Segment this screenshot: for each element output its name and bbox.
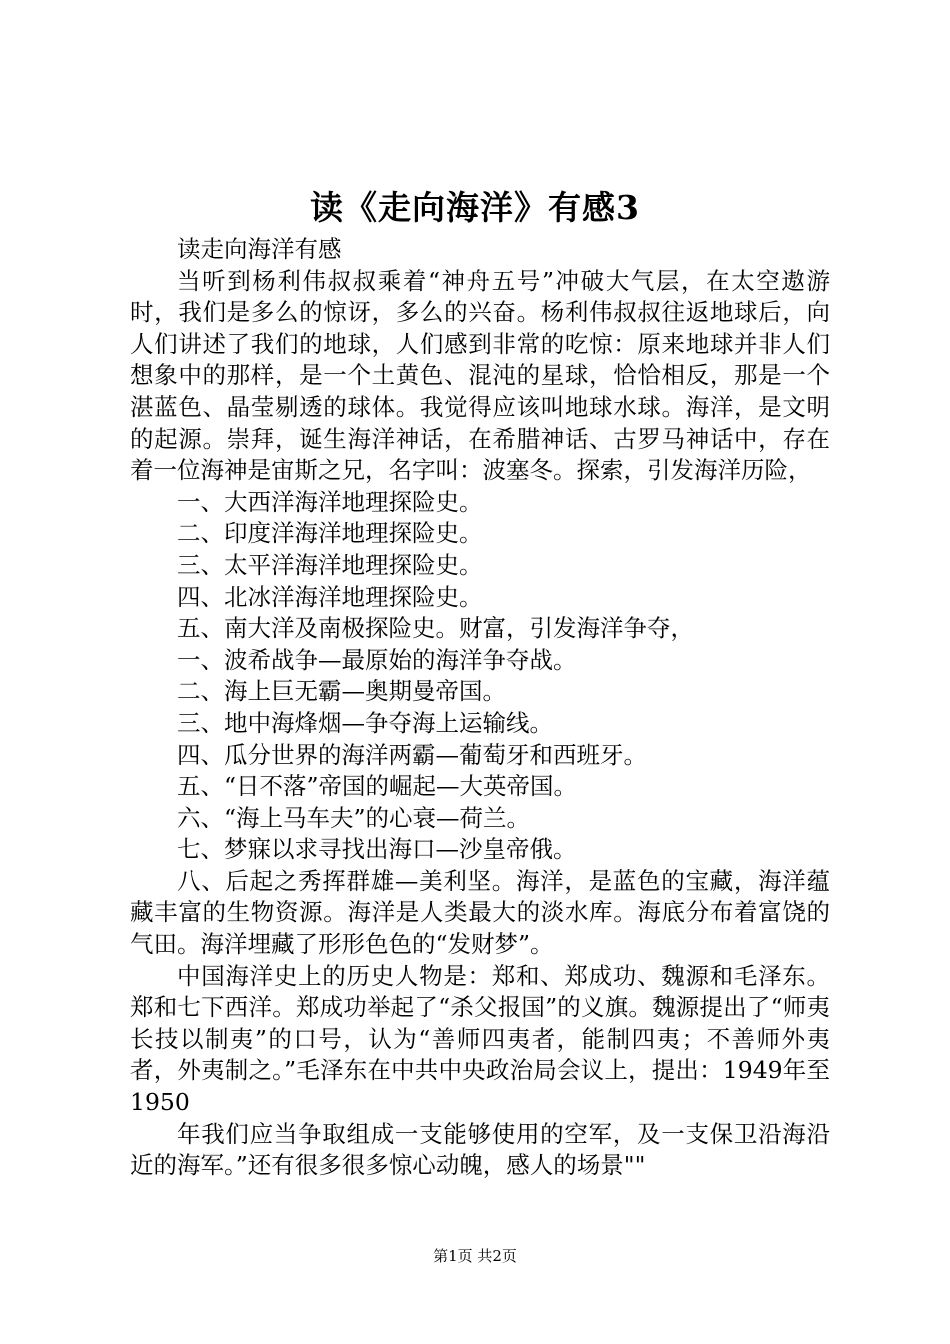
list-item: 一、波希战争—最原始的海洋争夺战。 bbox=[177, 645, 577, 674]
document-title: 读《走向海洋》有感3 bbox=[310, 188, 640, 227]
list-item: 五、南大洋及南极探险史。财富，引发海洋争夺， bbox=[177, 614, 694, 643]
list-item: 三、地中海烽烟—争夺海上运输线。 bbox=[177, 708, 553, 737]
list-item: 四、瓜分世界的海洋两霸—葡萄牙和西班牙。 bbox=[177, 740, 647, 769]
document-body bbox=[130, 234, 830, 1182]
list-item: 五、“日不落”帝国的崛起—大英帝国。 bbox=[177, 772, 578, 801]
paragraph: 八、后起之秀挥群雄—美利坚。海洋，是蓝色的宝藏，海洋蕴藏丰富的生物资源。海洋是人类最大的淡水库。海底分布着富饶的气田。海洋埋藏了形形色色的“发财梦”。 bbox=[130, 866, 830, 959]
list-item: 七、梦寐以求寻找出海口—沙皇帝俄。 bbox=[177, 835, 577, 864]
list-item: 二、海上巨无霸—奥期曼帝国。 bbox=[177, 677, 506, 706]
paragraph: 中国海洋史上的历史人物是：郑和、郑成功、魏源和毛泽东。郑和七下西洋。郑成功举起了“杀父报国”的义旗。魏源提出了“师夷长技以制夷”的口号，认为“善师四夷者，能制四夷；不善师外夷者，外夷制之。”毛泽东在中共中央政治局会议上，提出：1949年至1950 bbox=[130, 961, 830, 1117]
paragraph: 年我们应当争取组成一支能够使用的空军，及一支保卫沿海沿近的海军。”还有很多很多惊心动魄，感人的场景"" bbox=[130, 1119, 830, 1180]
list-item: 一、大西洋海洋地理探险史。 bbox=[177, 487, 483, 516]
paragraph: 当听到杨利伟叔叔乘着“神舟五号”冲破大气层，在太空遨游时，我们是多么的惊讶，多么的兴奋。杨利伟叔叔往返地球后，向人们讲述了我们的地球，人们感到非常的吃惊：原来地球并非人们想象中的那样，是一个土黄色、混沌的星球，恰恰相反，那是一个湛蓝色、晶莹剔透的球体。我觉得应该叫地球水球。海洋，是文明的起源。崇拜，诞生海洋神话，在希腊神话、古罗马神话中，存在着一位海神是宙斯之兄，名字叫：波塞冬。探索，引发海洋历险， bbox=[130, 266, 830, 485]
list-item: 六、“海上马车夫”的心衰—荷兰。 bbox=[177, 803, 531, 832]
list-item: 二、印度洋海洋地理探险史。 bbox=[177, 519, 483, 548]
paragraph-heading: 读走向海洋有感 bbox=[177, 235, 342, 263]
list-item: 四、北冰洋海洋地理探险史。 bbox=[177, 582, 483, 611]
list-item: 三、太平洋海洋地理探险史。 bbox=[177, 550, 483, 579]
page-footer: 第1页 共2页 bbox=[433, 1247, 517, 1265]
